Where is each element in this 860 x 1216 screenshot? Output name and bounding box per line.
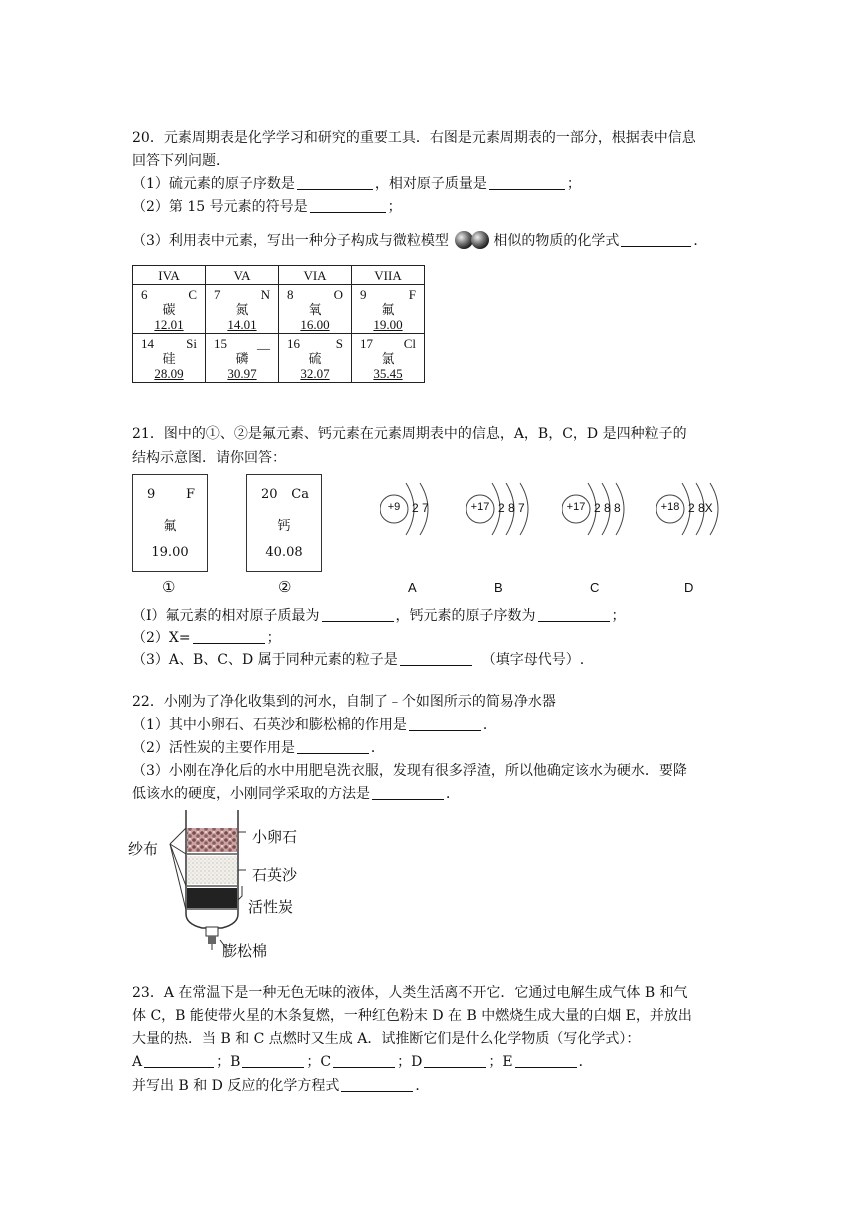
electron-counts: 2 8 8 xyxy=(594,501,621,515)
q22-part3-text: 低该水的硬度，小刚同学采取的方法是 xyxy=(132,786,370,802)
atom-label: A xyxy=(408,580,417,595)
figure-label: ② xyxy=(278,578,292,596)
label-pebble: 小卵石 xyxy=(252,829,298,846)
answer-blank[interactable] xyxy=(144,1053,214,1068)
q21-part3-text: （3）A、B、C、D 属于同种元素的粒子是 xyxy=(132,652,398,668)
element-name: 氯 xyxy=(381,350,395,366)
q21-part2-text: （2）X= xyxy=(132,630,191,646)
group-header: IVA xyxy=(133,266,206,285)
atomic-number: 6 xyxy=(141,286,148,302)
answer-blank[interactable] xyxy=(242,1053,304,1068)
label-a: A xyxy=(132,1054,143,1070)
answer-blank[interactable] xyxy=(538,607,610,622)
label-e: E xyxy=(502,1054,513,1070)
figure-label: ① xyxy=(162,578,176,596)
q22-part1 xyxy=(132,715,497,735)
atomic-mass: 19.00 xyxy=(373,316,403,332)
atomic-mass: 40.08 xyxy=(265,545,303,560)
atomic-number: 20 xyxy=(261,487,278,502)
punct: ； xyxy=(611,608,626,624)
table-row xyxy=(133,334,425,383)
element-cell xyxy=(279,285,352,334)
element-cell xyxy=(206,285,279,334)
q21-part3-text2: （填字母代号）. xyxy=(481,652,585,668)
q22-intro: 22．小刚为了净化收集到的河水，自制了﹣个如图所示的简易净水器 xyxy=(132,694,556,710)
q21-intro-line2: 结构示意图．请你回答： xyxy=(132,450,286,466)
element-name: 氧 xyxy=(308,301,322,317)
q23-equation-prompt: 并写出 B 和 D 反应的化学方程式 xyxy=(132,1078,340,1094)
q20-part2 xyxy=(132,197,402,217)
punct: ； xyxy=(387,199,402,215)
element-cell xyxy=(352,285,425,334)
q20-part2-text: （2）第 15 号元素的符号是 xyxy=(132,199,308,215)
element-symbol: Si xyxy=(186,335,197,351)
element-cell xyxy=(133,334,206,383)
q22-part2-text: （2）活性炭的主要作用是 xyxy=(132,740,295,756)
element-cell xyxy=(279,334,352,383)
q21-part1-text: （I）氟元素的相对原子质最为 xyxy=(132,608,320,624)
element-cell xyxy=(206,334,279,383)
q20-part1-text: （1）硫元素的原子序数是 xyxy=(132,176,295,192)
answer-blank[interactable] xyxy=(489,175,565,190)
element-symbol: N xyxy=(260,286,270,302)
answer-blank[interactable] xyxy=(424,1053,486,1068)
atom-label: D xyxy=(684,580,694,595)
molecule-model-icon xyxy=(453,230,493,250)
label-activated-carbon: 活性炭 xyxy=(248,899,294,916)
q20-part3-text: （3）利用表中元素，写出一种分子构成与微粒模型 xyxy=(132,233,449,249)
electron-counts: 2 7 xyxy=(412,501,429,515)
label-cotton: 膨松棉 xyxy=(222,943,268,960)
element-name: 硫 xyxy=(308,350,322,366)
answer-blank[interactable] xyxy=(333,1053,395,1068)
q20-intro-line2: 回答下列问题． xyxy=(132,153,230,169)
q20-part1 xyxy=(132,174,581,194)
atomic-number: 16 xyxy=(287,335,300,351)
q23-line5 xyxy=(132,1076,429,1096)
atomic-mass: 28.09 xyxy=(154,365,184,381)
atomic-number: 15 xyxy=(214,335,227,351)
nucleus-charge: +18 xyxy=(660,501,680,513)
periodic-table-fragment xyxy=(132,265,425,383)
element-name: 硅 xyxy=(162,350,176,366)
label-d: D xyxy=(411,1054,423,1070)
q20-intro-line1: 20．元素周期表是化学学习和研究的重要工具．右图是元素周期表的一部分，根据表中信息 xyxy=(132,130,696,146)
q20-part1-text2: ，相对原子质量是 xyxy=(374,176,487,192)
punct: ； xyxy=(216,1054,231,1070)
element-symbol: C xyxy=(188,286,197,302)
q21-part3 xyxy=(132,650,584,670)
label-gauze: 纱布 xyxy=(128,841,159,858)
element-card-calcium xyxy=(246,474,322,572)
atomic-number: 9 xyxy=(360,286,367,302)
element-name: 氮 xyxy=(235,301,249,317)
label-c: C xyxy=(320,1054,332,1070)
q21-intro-line1: 21．图中的①、②是氟元素、钙元素在元素周期表中的信息，A，B，C，D 是四种粒子的 xyxy=(132,426,687,442)
element-cell xyxy=(133,285,206,334)
atom-label: C xyxy=(590,580,600,595)
atom-diagram-d xyxy=(656,475,746,545)
q20-part3-text2: 相似的物质的化学式 xyxy=(493,233,620,249)
nucleus-charge: +9 xyxy=(387,501,401,513)
nucleus-charge: +17 xyxy=(470,501,490,513)
atomic-number: 7 xyxy=(214,286,221,302)
element-symbol: Ca xyxy=(291,487,309,502)
punct: ； xyxy=(488,1054,503,1070)
element-name: 碳 xyxy=(162,301,176,317)
punct: ； xyxy=(397,1054,412,1070)
element-symbol: Cl xyxy=(403,335,416,351)
atom-label: B xyxy=(494,580,503,595)
q22-part1-text: （1）其中小卵石、石英沙和膨松棉的作用是 xyxy=(132,717,407,733)
answer-blank[interactable] xyxy=(372,785,444,800)
electron-counts: 2 8X xyxy=(688,501,713,515)
punct: ； xyxy=(266,630,281,646)
element-name: 氟 xyxy=(381,301,395,317)
q22-part2 xyxy=(132,738,385,758)
element-cell xyxy=(352,334,425,383)
label-quartz-sand: 石英沙 xyxy=(252,867,298,884)
answer-blank[interactable] xyxy=(621,232,691,247)
atomic-mass: 16.00 xyxy=(300,316,330,332)
atom-diagram-c xyxy=(562,475,652,545)
punct: ． xyxy=(370,740,385,756)
q21-part1 xyxy=(132,606,626,626)
element-symbol: O xyxy=(333,286,343,302)
table-row xyxy=(133,285,425,334)
atomic-mass: 30.97 xyxy=(227,365,257,381)
atomic-mass: 14.01 xyxy=(227,316,257,332)
punct: ． xyxy=(482,717,497,733)
q23-line3: 大量的热．当 B 和 C 点燃时又生成 A．试推断它们是什么化学物质（写化学式）： xyxy=(132,1031,641,1047)
q22-part3-line1: （3）小刚在净化后的水中用肥皂洗衣服，发现有很多浮渣，所以他确定该水为硬水．要降 xyxy=(132,763,687,779)
electron-counts: 2 8 7 xyxy=(498,501,525,515)
element-name: 氟 xyxy=(163,519,177,534)
atomic-number: 17 xyxy=(360,335,373,351)
punct: ． xyxy=(446,786,460,802)
atomic-number: 9 xyxy=(147,487,156,502)
label-b: B xyxy=(230,1054,241,1070)
punct: ． xyxy=(415,1078,430,1094)
answer-blank[interactable] xyxy=(310,198,386,213)
atomic-mass: 35.45 xyxy=(373,365,403,381)
q21-part1-text2: ，钙元素的原子序数为 xyxy=(395,608,536,624)
element-symbol: F xyxy=(408,286,416,302)
q23-answers xyxy=(132,1052,593,1072)
q20-part3 xyxy=(132,230,707,251)
q23-line2: 体 C，B 能使带火星的木条复燃，一种红色粉末 D 在 B 中燃烧生成大量的白烟 E，并放出 xyxy=(132,1008,692,1024)
answer-blank[interactable] xyxy=(409,716,481,731)
element-name: 钙 xyxy=(277,519,291,534)
punct: ； xyxy=(566,176,581,192)
atomic-number: 14 xyxy=(141,335,154,351)
answer-blank[interactable] xyxy=(515,1053,577,1068)
q22-part3-line2 xyxy=(132,784,460,804)
answer-blank[interactable] xyxy=(297,175,373,190)
atom-diagram-b xyxy=(466,475,556,545)
atomic-mass: 12.01 xyxy=(154,316,184,332)
answer-blank[interactable] xyxy=(400,651,472,666)
punct: ． xyxy=(693,233,708,249)
answer-blank[interactable] xyxy=(341,1077,413,1092)
water-filter-diagram xyxy=(168,810,252,960)
atom-diagram-a xyxy=(380,475,470,545)
element-symbol: __ xyxy=(257,335,270,351)
atomic-mass: 32.07 xyxy=(300,365,330,381)
punct: ． xyxy=(578,1054,593,1070)
element-symbol: S xyxy=(335,335,343,351)
q23-line1: 23．A 在常温下是一种无色无味的液体，人类生活离不开它．它通过电解生成气体 B 和气 xyxy=(132,985,688,1001)
nucleus-charge: +17 xyxy=(566,501,586,513)
punct: ； xyxy=(306,1054,321,1070)
q21-part2 xyxy=(132,628,281,648)
element-name: 磷 xyxy=(235,350,249,366)
element-symbol: F xyxy=(185,487,195,502)
answer-blank[interactable] xyxy=(193,629,265,644)
group-header: VA xyxy=(206,266,279,285)
group-header: VIIA xyxy=(352,266,425,285)
atomic-number: 8 xyxy=(287,286,294,302)
atomic-mass: 19.00 xyxy=(151,545,189,560)
answer-blank[interactable] xyxy=(297,739,369,754)
element-card-fluorine xyxy=(132,474,208,572)
group-header: VIA xyxy=(279,266,352,285)
answer-blank[interactable] xyxy=(322,607,394,622)
